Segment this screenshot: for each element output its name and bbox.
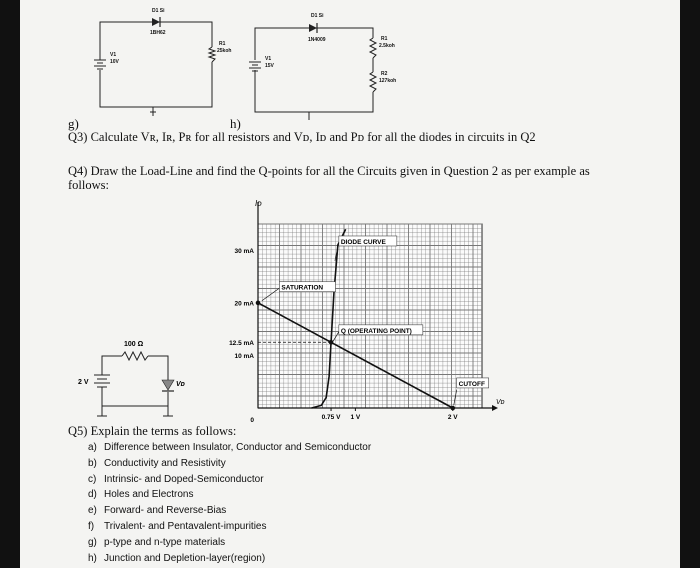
diode-symbol [309,23,317,33]
document-page [20,0,680,568]
example-resistor-label: 100 Ω [124,341,144,348]
question-4-line1: Q4) Draw the Load-Line and find the Q-points for all the Circuits given in Question 2 as per example as [68,164,590,178]
chart-plot-area [258,224,482,408]
r1-g-name: R1 [219,41,226,47]
r1-h-value: 2.5koh [379,43,395,49]
y-tick-label: 10 mA [234,352,254,360]
saturation-point-marker [256,301,261,306]
list-text: Holes and Electrons [104,489,194,501]
circuit-g [80,0,230,130]
r2-h-name: R2 [381,71,388,77]
y-axis-label: Iᴅ [255,199,262,208]
list-marker: f) [88,520,95,532]
question-5-title: Q5) Explain the terms as follows: [68,424,237,438]
list-marker: c) [88,473,97,485]
list-item [88,551,371,567]
resistor-symbol [122,352,148,360]
question-4-line2: follows: [68,178,109,192]
diode-symbol [162,380,174,391]
q-point-label: Q (OPERATING POINT) [340,327,412,335]
circuit-h-wire-bottom [255,70,373,112]
battery-symbol [94,375,110,387]
cutoff-label: CUTOFF [458,380,485,388]
x-axis-label: Vᴅ [496,399,505,406]
list-text: p-type and n-type materials [104,536,226,548]
list-item [88,535,371,551]
diode-h-name: D1 Si [311,13,324,19]
resistor-symbol [370,38,376,58]
resistor-symbol [370,72,376,92]
list-marker: a) [88,442,97,453]
list-item [88,472,371,488]
list-marker: g) [88,536,97,548]
circuit-h-label: h) [230,116,241,131]
example-source-label: 2 V [78,379,89,386]
load-line-chart [200,196,505,424]
diode-g-part: 1BH62 [150,30,166,36]
r1-g-value: 25koh [217,48,232,54]
r2-h-value: 127koh [379,78,397,84]
r1-h-name: R1 [381,36,388,42]
source-g-name: V1 [110,52,117,58]
list-item [88,519,371,535]
list-text: Intrinsic- and Doped-Semiconductor [104,473,264,485]
list-item [88,440,371,456]
source-h-name: V1 [265,56,272,62]
example-circuit-wire [102,356,122,375]
battery-symbol [94,60,106,69]
list-text: Conductivity and Resistivity [104,457,226,469]
battery-symbol [249,62,261,71]
x-tick-label: 2 V [447,414,458,421]
list-text: Forward- and Reverse-Bias [104,505,227,517]
example-output-label: Vᴅ [176,381,185,388]
circuit-h-wire [255,28,373,60]
circuit-g-wire-bottom [100,62,212,107]
circuit-g-wire [100,22,212,60]
list-text: Junction and Depletion-layer(region) [104,552,266,564]
list-marker: h) [88,552,97,564]
circuit-h [235,0,435,130]
y-tick-label: 30 mA [234,247,254,255]
list-marker: d) [88,489,97,501]
list-marker: e) [88,505,97,517]
example-circuit-wire-right [148,356,168,380]
y-tick-label: 0 [250,417,254,424]
diode-symbol [152,17,160,27]
list-item [88,503,371,519]
saturation-label: SATURATION [281,284,324,292]
resistor-symbol [209,47,215,62]
list-item [88,456,371,472]
circuit-g-label: g) [68,116,79,131]
list-text: Trivalent- and Pentavalent-impurities [104,520,267,532]
source-g-value: 10V [110,59,119,65]
cutoff-point-marker [450,406,455,411]
question-3: Q3) Calculate Vʀ, Iʀ, Pʀ for all resistors and Vᴅ, Iᴅ and Pᴅ for all the diodes in circuits in Q2 [68,130,536,144]
diode-g-name: D1 Si [152,8,165,14]
diode-curve-label: DIODE CURVE [340,238,386,246]
question-5-list [88,440,371,566]
x-tick-label: 0.75 V [321,414,341,421]
x-tick-label: 1 V [350,414,361,421]
list-marker: b) [88,457,97,469]
y-tick-label: 20 mA [234,300,254,308]
y-tick-label: 12.5 mA [229,339,254,347]
example-circuit-wire-left [102,387,168,406]
list-item [88,487,371,503]
list-text: Difference between Insulator, Conductor and Semiconductor [104,442,372,453]
diode-h-part: 1N4009 [308,37,326,43]
example-circuit [76,330,206,422]
source-h-value: 15V [265,63,274,69]
